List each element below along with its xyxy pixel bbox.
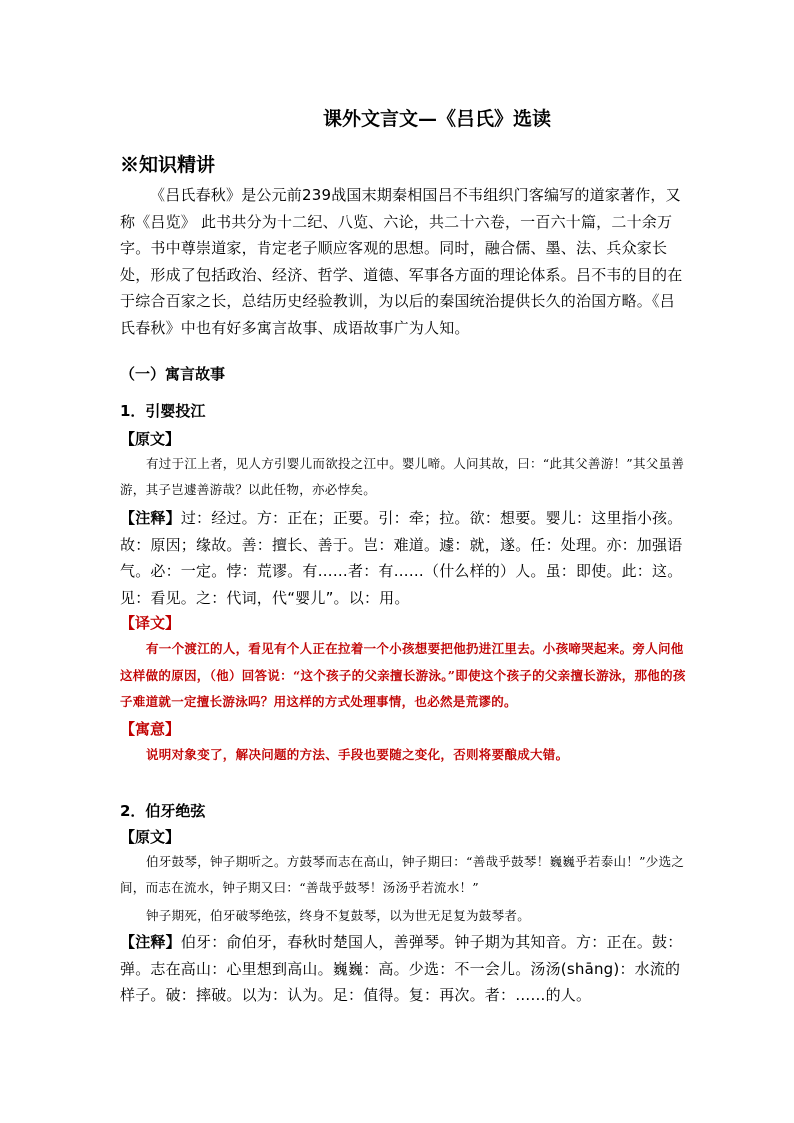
story1-original-label: 【原文】 [120,430,181,448]
story1-moral-text: 说明对象变了，解决问题的方法、手段也要随之变化，否则将要酿成大错。 [146,747,569,762]
story2-notes-label: 【注释】 [120,933,181,951]
story2-original-text-1: 伯牙鼓琴，钟子期听之。方鼓琴而志在高山，钟子期曰：“善哉乎鼓琴！巍巍乎若泰山！”少选之间，而志在流水，钟子期又曰：“善哉乎鼓琴！汤汤乎若流水！” [120,854,685,895]
story1-original-text: 有过于江上者，见人方引婴儿而欲投之江中。婴儿啼。人问其故，曰：“此其父善游！”其父虽善游，其子岂遽善游哉？以此任物，亦必悖矣。 [120,456,685,497]
story1-translation-text: 有一个渡江的人，看见有个人正在拉着一个小孩想要把他扔进江里去。小孩啼哭起来。旁人问他这样做的原因，（他）回答说：“这个孩子的父亲擅长游泳。”即使这个孩子的父亲擅长游泳，那他的孩子难道就一定擅长游泳吗？用这样的方式处理事情，也必然是荒谬的。 [120,641,686,709]
story1-notes-text: 过：经过。方：正在；正要。引：牵；拉。欲：想要。婴儿：这里指小孩。故：原因；缘故。善：擅长、善于。岂：难道。遽：就，遂。任：处理。亦：加强语气。必：一定。悖：荒谬。有……者：有……（什么样的）人。虽：即使。此：这。见：看见。之：代词，代“婴儿”。以：用。 [120,509,683,607]
story1-moral-label: 【寓意】 [120,720,181,738]
story2-original-text-2: 钟子期死，伯牙破琴绝弦，终身不复鼓琴，以为世无足复为鼓琴者。 [146,908,531,923]
story1-notes-label: 【注释】 [120,509,181,527]
story2-heading: 2．伯牙绝弦 [120,802,206,820]
story2-notes [120,929,688,1009]
story2-notes-text: 伯牙：俞伯牙，春秋时楚国人，善弹琴。钟子期为其知音。方：正在。鼓：弹。志在高山：心里想到高山。巍巍：高。少选：不一会儿。汤汤(shāng)：水流的样子。破：摔破。以为：认为。足：值得。复：再次。者：……的人。 [120,933,683,1004]
section-heading: ※知识精讲 [120,154,216,176]
subsection-heading: （一）寓言故事 [120,365,226,383]
story1-heading: 1．引婴投江 [120,402,206,420]
story1-notes [120,505,688,611]
intro-paragraph: 《吕氏春秋》是公元前239战国末期秦相国吕不韦组织门客编写的道家著作，又称《吕览》 此书共分为十二纪、八览、六论，共二十六卷，一百六十篇，二十余万字。书中尊崇道家，肯定老子顺应客观的思想。同时，融合儒、墨、法、兵众家长处，形成了包括政治、经济、哲学、道德、军事各方面的理论体系。吕不韦的目的在于综合百家之长，总结历史经验教训，为以后的秦国统治提供长久的治国方略。《吕氏春秋》中也有好多寓言故事、成语故事广为人知。 [120,186,683,337]
story2-original-label: 【原文】 [120,828,181,846]
page-title: 课外文言文—《吕氏》选读 [322,108,551,130]
story1-translation-label: 【译文】 [120,614,181,632]
